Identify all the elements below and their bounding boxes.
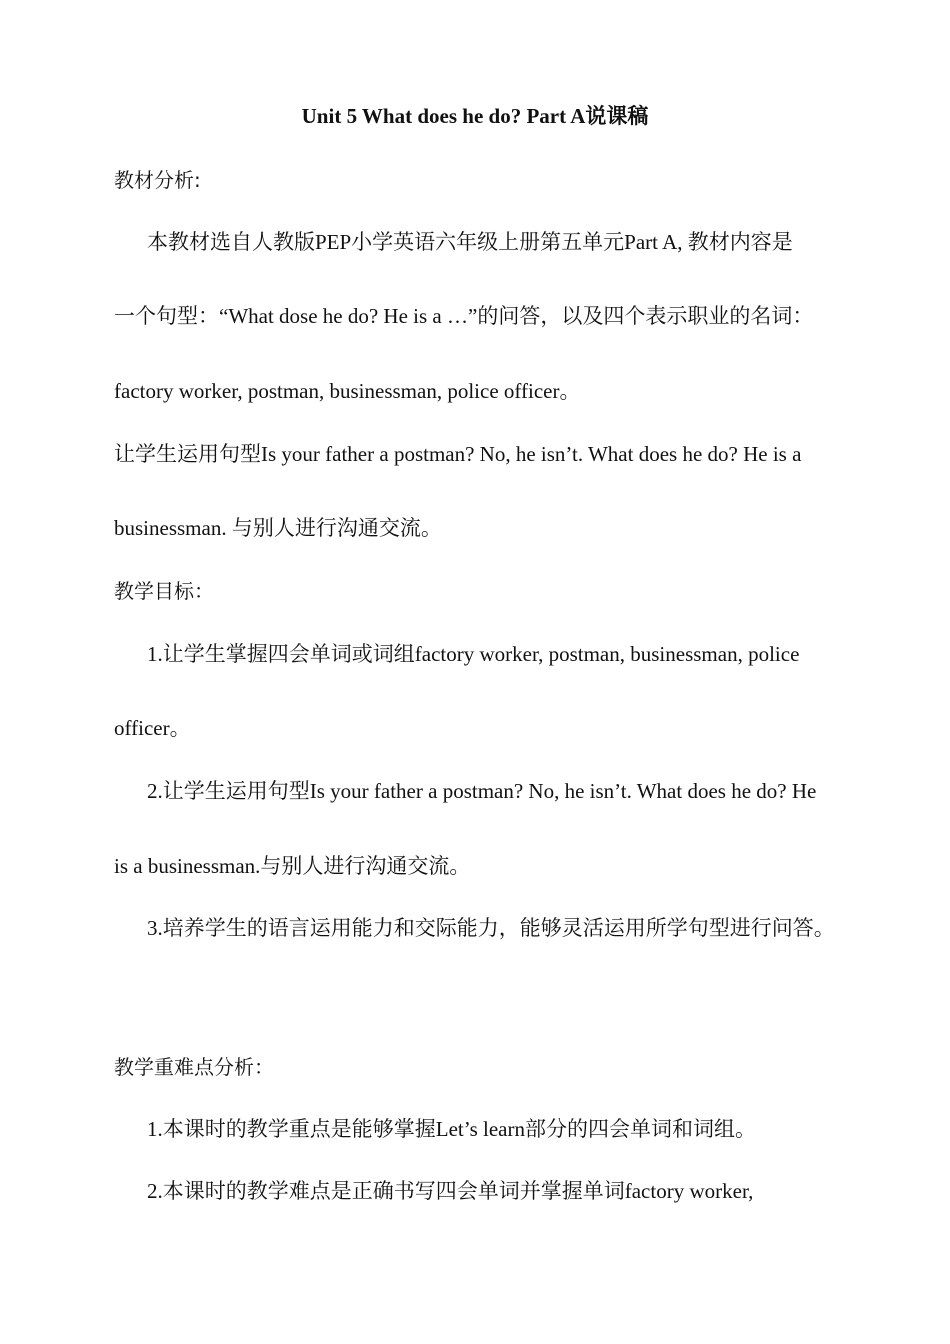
list-item: officer。	[114, 716, 191, 740]
paragraph-line: businessman. 与别人进行沟通交流。	[114, 516, 442, 540]
list-item: 2.让学生运用句型Is your father a postman? No, he isn’t. What does he do? He	[147, 779, 817, 803]
section-heading-analysis: 教材分析:	[114, 168, 201, 192]
list-item: is a businessman.与别人进行沟通交流。	[114, 854, 471, 878]
list-item: 2.本课时的教学难点是正确书写四会单词并掌握单词factory worker,	[147, 1179, 754, 1203]
list-item: 3.培养学生的语言运用能力和交际能力，能够灵活运用所学句型进行问答。	[147, 916, 835, 940]
paragraph-line: 一个句型：“What dose he do? He is a …”的问答，以及四个表示职业的名词：	[114, 304, 814, 328]
section-heading-key-points: 教学重难点分析：	[114, 1055, 274, 1079]
paragraph-line: 让学生运用句型Is your father a postman? No, he isn’t. What does he do? He is a	[114, 442, 802, 466]
list-item: 1.本课时的教学重点是能够掌握Let’s learn部分的四会单词和词组。	[147, 1117, 756, 1141]
list-item: 1.让学生掌握四会单词或词组factory worker, postman, businessman, police	[147, 642, 800, 666]
paragraph-line: factory worker, postman, businessman, police officer。	[114, 379, 581, 403]
section-heading-objectives: 教学目标：	[114, 579, 214, 603]
document-title: Unit 5 What does he do? Part A说课稿	[301, 104, 649, 128]
paragraph-line: 本教材选自人教版PEP小学英语六年级上册第五单元Part A, 教材内容是	[147, 230, 793, 254]
